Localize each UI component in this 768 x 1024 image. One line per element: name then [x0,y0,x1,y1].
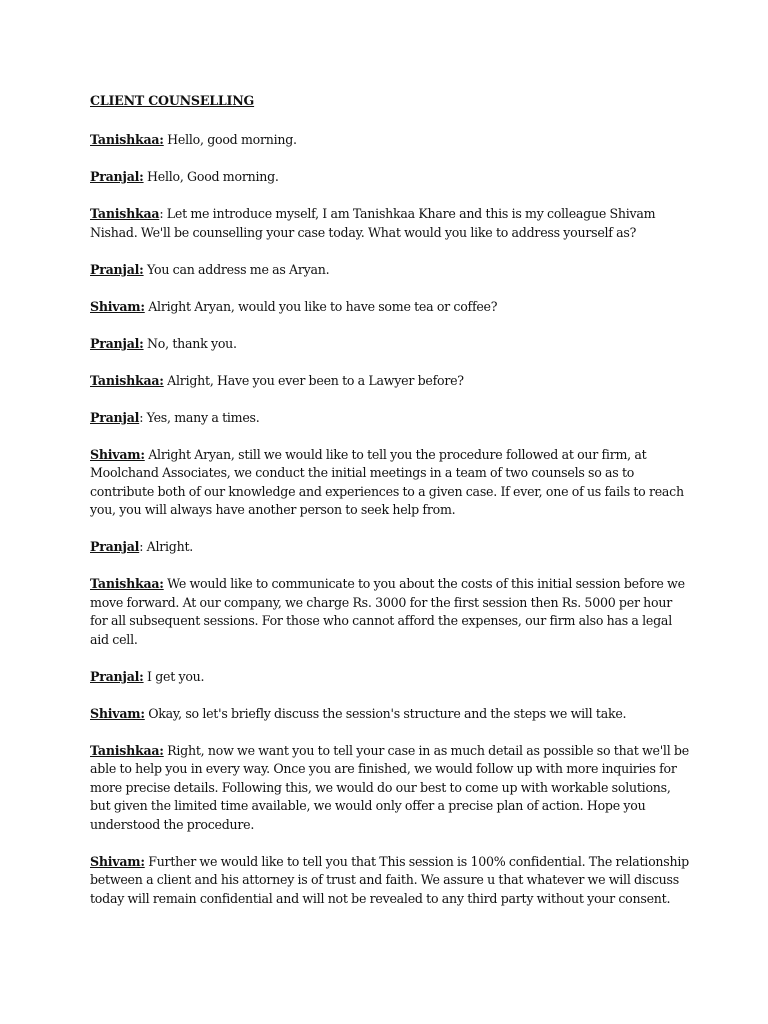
dialogue-paragraph [90,742,690,835]
speaker-name: Shivam: [90,298,145,314]
dialogue-text: Alright Aryan, still we would like to tell you the procedure followed at our firm, at Moolchand Associates, we conduct the initial meetings in a team of two counsels so as to contribute both of our knowledge and experiences to a given case. If ever, one of us fails to reach you, you will always have another person to seek help from. [90,446,684,517]
dialogue-paragraph [90,298,690,317]
dialogue-paragraph [90,668,690,687]
dialogue-text: I get you. [143,668,205,684]
document-title: CLIENT COUNSELLING [90,93,255,108]
dialogue-text: You can address me as Aryan. [143,261,330,277]
dialogue-paragraph [90,853,690,909]
speaker-name: Pranjal [90,409,140,425]
dialogue-paragraph [90,575,690,649]
speaker-name: Pranjal: [90,668,144,684]
dialogue-text: Alright, Have you ever been to a Lawyer before? [163,372,464,388]
dialogue-paragraph [90,705,690,724]
dialogue-paragraph [90,335,690,354]
dialogue-paragraph [90,538,690,557]
speaker-name: Tanishkaa: [90,576,164,591]
speaker-name: Tanishkaa: [90,372,164,388]
dialogue-text: : Let me introduce myself, I am Tanishkaa Khare and this is my colleague Shivam Nishad. We'll be counselling your case today. What would you like to address yourself as? [90,206,656,240]
speaker-name: Pranjal [90,539,140,554]
dialogue-paragraph [90,205,690,242]
dialogue-text: Hello, good morning. [163,132,297,147]
dialogue-paragraph [90,168,690,187]
dialogue-text: No, thank you. [143,335,237,351]
dialogue-text: : Yes, many a times. [139,409,260,425]
dialogue-paragraph [90,131,690,150]
speaker-name: Shivam: [90,705,145,721]
dialogue-text: Further we would like to tell you that This session is 100% confidential. The relationship between a client and his attorney is of trust and faith. We assure u that whatever we will discuss today will remain confidential and will not be revealed to any third party without your consent. [90,853,689,906]
dialogue-paragraph [90,446,690,520]
dialogue-text: Okay, so let's briefly discuss the session's structure and the steps we will take. [144,705,627,721]
document-page [90,92,690,927]
speaker-name: Tanishkaa: [90,132,164,147]
dialogue-text: We would like to communicate to you about the costs of this initial session before we move forward. At our company, we charge Rs. 3000 for the first session then Rs. 5000 per hour for all subsequent sessions. For those who cannot afford the expenses, our firm also has a legal aid cell. [90,576,685,647]
dialogue-text: Alright Aryan, would you like to have some tea or coffee? [144,298,498,314]
speaker-name: Shivam: [90,853,145,869]
dialogue-text: : Alright. [139,539,194,554]
dialogue-text: Right, now we want you to tell your case in as much detail as possible so that we'll be able to help you in every way. Once you are finished, we would follow up with more inquiries for more precise details. Following this, we would do our best to come up with workable solutions, but given the limited time available, we would only offer a precise plan of action. Hope you understood the procedure. [90,742,689,832]
speaker-name: Shivam: [90,446,145,462]
dialogue-paragraph [90,261,690,280]
dialogue-paragraph [90,409,690,428]
dialogue-text: Hello, Good morning. [143,169,279,184]
speaker-name: Pranjal: [90,261,144,277]
speaker-name: Pranjal: [90,169,144,184]
speaker-name: Tanishkaa [90,206,160,221]
speaker-name: Tanishkaa: [90,742,164,758]
dialogue-paragraph [90,372,690,391]
speaker-name: Pranjal: [90,335,144,351]
